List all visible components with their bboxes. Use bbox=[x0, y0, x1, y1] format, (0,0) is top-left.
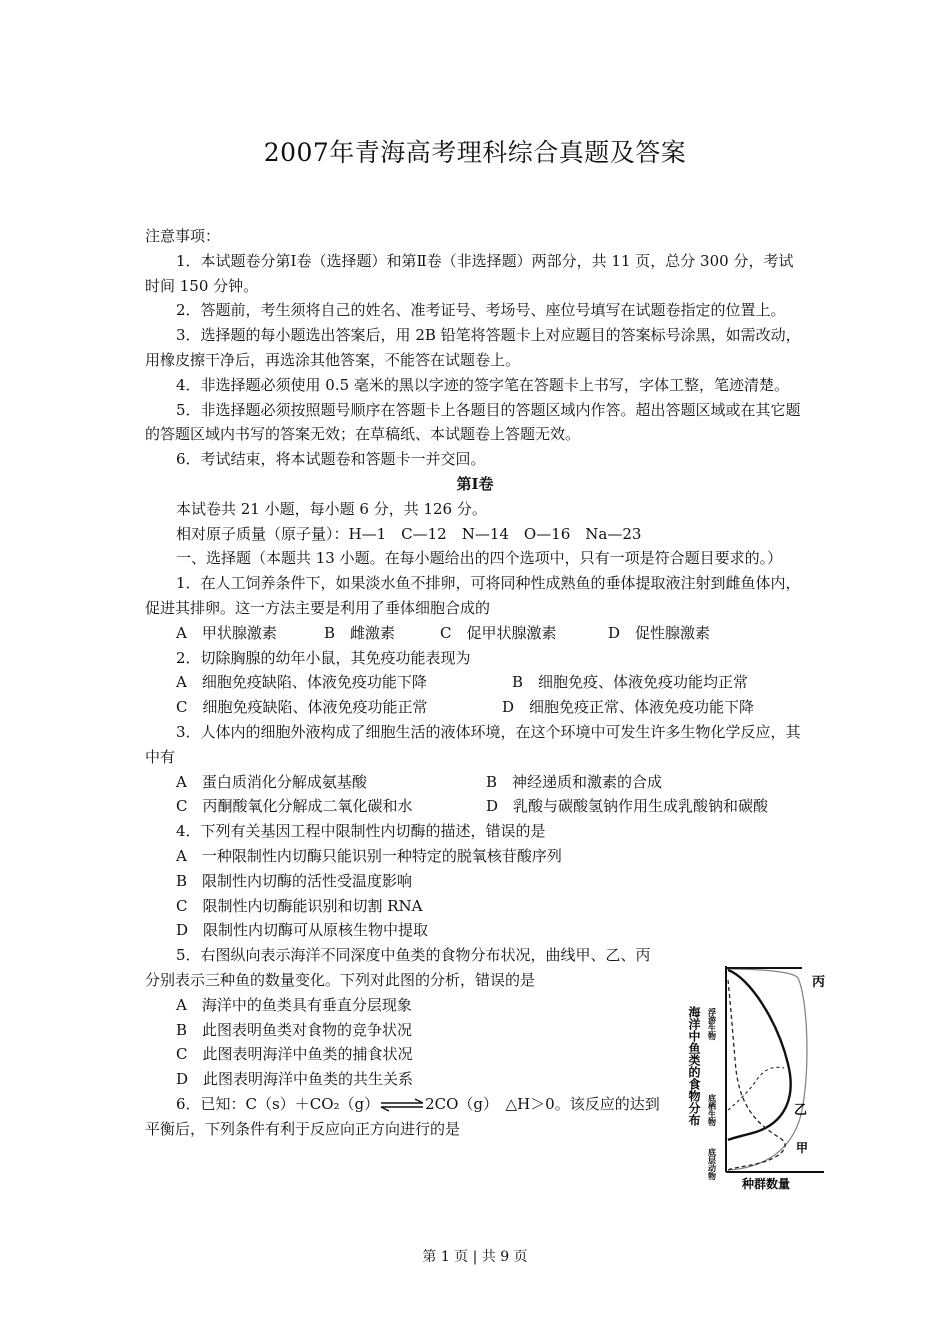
question-6-stem-part: 2CO（g） △H＞0。该反应的达到平衡后，下列条件有利于反应向正方向进行的是 bbox=[145, 1094, 660, 1138]
option-d: D 促性腺激素 bbox=[608, 623, 711, 642]
notice-item: 6．考试结束，将本试题卷和答题卡一并交回。 bbox=[176, 450, 486, 469]
question-6-stem-part: 6．已知：C（s）＋CO₂（g） bbox=[176, 1094, 380, 1113]
question-4-option: D 限制性内切酶可从原核生物中提取 bbox=[176, 921, 429, 940]
notice-item: 2．答题前，考生须将自己的姓名、准考证号、考场号、座位号填写在试题卷指定的位置上。 bbox=[176, 301, 786, 320]
zone-label-bottom-animals: 底层动物 bbox=[707, 1148, 717, 1180]
curve-yi bbox=[728, 970, 791, 1140]
option-a: A 细胞免疫缺陷、体液免疫功能下降 bbox=[176, 673, 427, 692]
notice-heading: 注意事项： bbox=[145, 227, 221, 245]
fish-distribution-figure bbox=[684, 960, 830, 1192]
option-b: B 雌激素 bbox=[324, 623, 396, 642]
option-d: D 乳酸与碳酸氢钠作用生成乳酸钠和碳酸 bbox=[486, 797, 769, 816]
question-4-option: A 一种限制性内切酶只能识别一种特定的脱氧核苷酸序列 bbox=[176, 846, 562, 865]
question-3-options bbox=[145, 770, 805, 795]
zone-label-benthos: 底栖生物 bbox=[707, 1094, 717, 1126]
option-b: B 细胞免疫、体液免疫功能均正常 bbox=[512, 673, 749, 692]
question-6-stem bbox=[145, 1092, 660, 1142]
question-5-option: D 此图表明海洋中鱼类的共生关系 bbox=[176, 1070, 414, 1089]
zone-label-plankton: 浮游生物 bbox=[707, 1008, 717, 1040]
option-c: C 促甲状腺激素 bbox=[440, 623, 557, 642]
figure-x-title: 种群数量 bbox=[742, 1177, 791, 1191]
question-3-stem: 3．人体内的细胞外液构成了细胞生活的液体环境，在这个环境中可发生许多生物化学反应，其中有 bbox=[145, 722, 801, 766]
question-5-option: C 此图表明海洋中鱼类的捕食状况 bbox=[176, 1045, 413, 1064]
page-title: 2007年青海高考理科综合真题及答案 bbox=[263, 138, 687, 167]
section-title: 第Ⅰ卷 bbox=[456, 474, 494, 493]
part-one-heading: 一、选择题（本题共 13 小题。在每小题给出的四个选项中，只有一项是符合题目要求的。） bbox=[176, 549, 783, 568]
notice-item: 3．选择题的每小题选出答案后，用 2B 铅笔将答题卡上对应题目的答案标号涂黑，如需改动，用橡皮擦干净后，再选涂其他答案，不能答在试题卷上。 bbox=[145, 326, 801, 369]
option-c: C 细胞免疫缺陷、体液免疫功能正常 bbox=[176, 698, 428, 717]
question-2-options bbox=[145, 670, 805, 695]
curve-jia bbox=[728, 980, 785, 1170]
option-a: A 蛋白质消化分解成氨基酸 bbox=[176, 772, 367, 791]
figure-y-title-text: 海洋中鱼类的食物分布 bbox=[687, 1006, 701, 1126]
option-a: A 甲状腺激素 bbox=[176, 623, 277, 642]
equilibrium-arrow-icon bbox=[379, 1098, 425, 1112]
curve-label-yi: 乙 bbox=[794, 1103, 808, 1118]
option-b: B 神经递质和激素的合成 bbox=[486, 772, 663, 791]
option-d: D 细胞免疫正常、体液免疫功能下降 bbox=[502, 698, 755, 717]
notice-item: 5．非选择题必须按照题号顺序在答题卡上各题目的答题区域内作答。超出答题区域或在其它题的答题区域内书写的答案无效；在草稿纸、本试题卷上答题无效。 bbox=[145, 400, 801, 444]
question-2-stem: 2．切除胸腺的幼年小鼠，其免疫功能表现为 bbox=[176, 648, 471, 667]
question-2-options bbox=[145, 695, 805, 720]
question-4-stem: 4．下列有关基因工程中限制性内切酶的描述，错误的是 bbox=[176, 822, 546, 841]
section-info: 本试卷共 21 小题，每小题 6 分，共 126 分。 bbox=[176, 499, 487, 518]
question-5-option: A 海洋中的鱼类具有垂直分层现象 bbox=[176, 995, 412, 1014]
notice-item: 1．本试题卷分第Ⅰ卷（选择题）和第Ⅱ卷（非选择题）两部分，共 11 页，总分 300 分，考试时间 150 分钟。 bbox=[145, 251, 794, 295]
question-4-option: C 限制性内切酶能识别和切割 RNA bbox=[176, 896, 423, 915]
curve-label-bing: 丙 bbox=[812, 975, 826, 990]
page-footer: 第 1 页 | 共 9 页 bbox=[422, 1249, 528, 1265]
question-4-option: B 限制性内切酶的活性受温度影响 bbox=[176, 871, 413, 890]
curve-label-jia: 甲 bbox=[796, 1141, 809, 1155]
question-1-options bbox=[145, 621, 805, 646]
curve-bing bbox=[726, 969, 807, 1170]
figure-y-title bbox=[687, 1005, 701, 1127]
question-1-stem: 1．在人工饲养条件下，如果淡水鱼不排卵，可将同种性成熟鱼的垂体提取液注射到雌鱼体内，促进其排卵。这一方法主要是利用了垂体细胞合成的 bbox=[145, 574, 801, 617]
atomic-mass: 相对原子质量（原子量）：H—1 C—12 N—14 O—16 Na—23 bbox=[176, 524, 642, 543]
question-5-stem: 5．右图纵向表示海洋不同深度中鱼类的食物分布状况，曲线甲、乙、丙分别表示三种鱼的数量变化。下列对此图的分析，错误的是 bbox=[145, 946, 651, 989]
question-3-options bbox=[145, 794, 805, 819]
option-c: C 丙酮酸氧化分解成二氧化碳和水 bbox=[176, 797, 413, 816]
question-5-option: B 此图表明鱼类对食物的竞争状况 bbox=[176, 1020, 413, 1039]
notice-item: 4．非选择题必须使用 0.5 毫米的黑以字迹的签字笔在答题卡上书写，字体工整，笔迹清楚。 bbox=[176, 375, 789, 394]
